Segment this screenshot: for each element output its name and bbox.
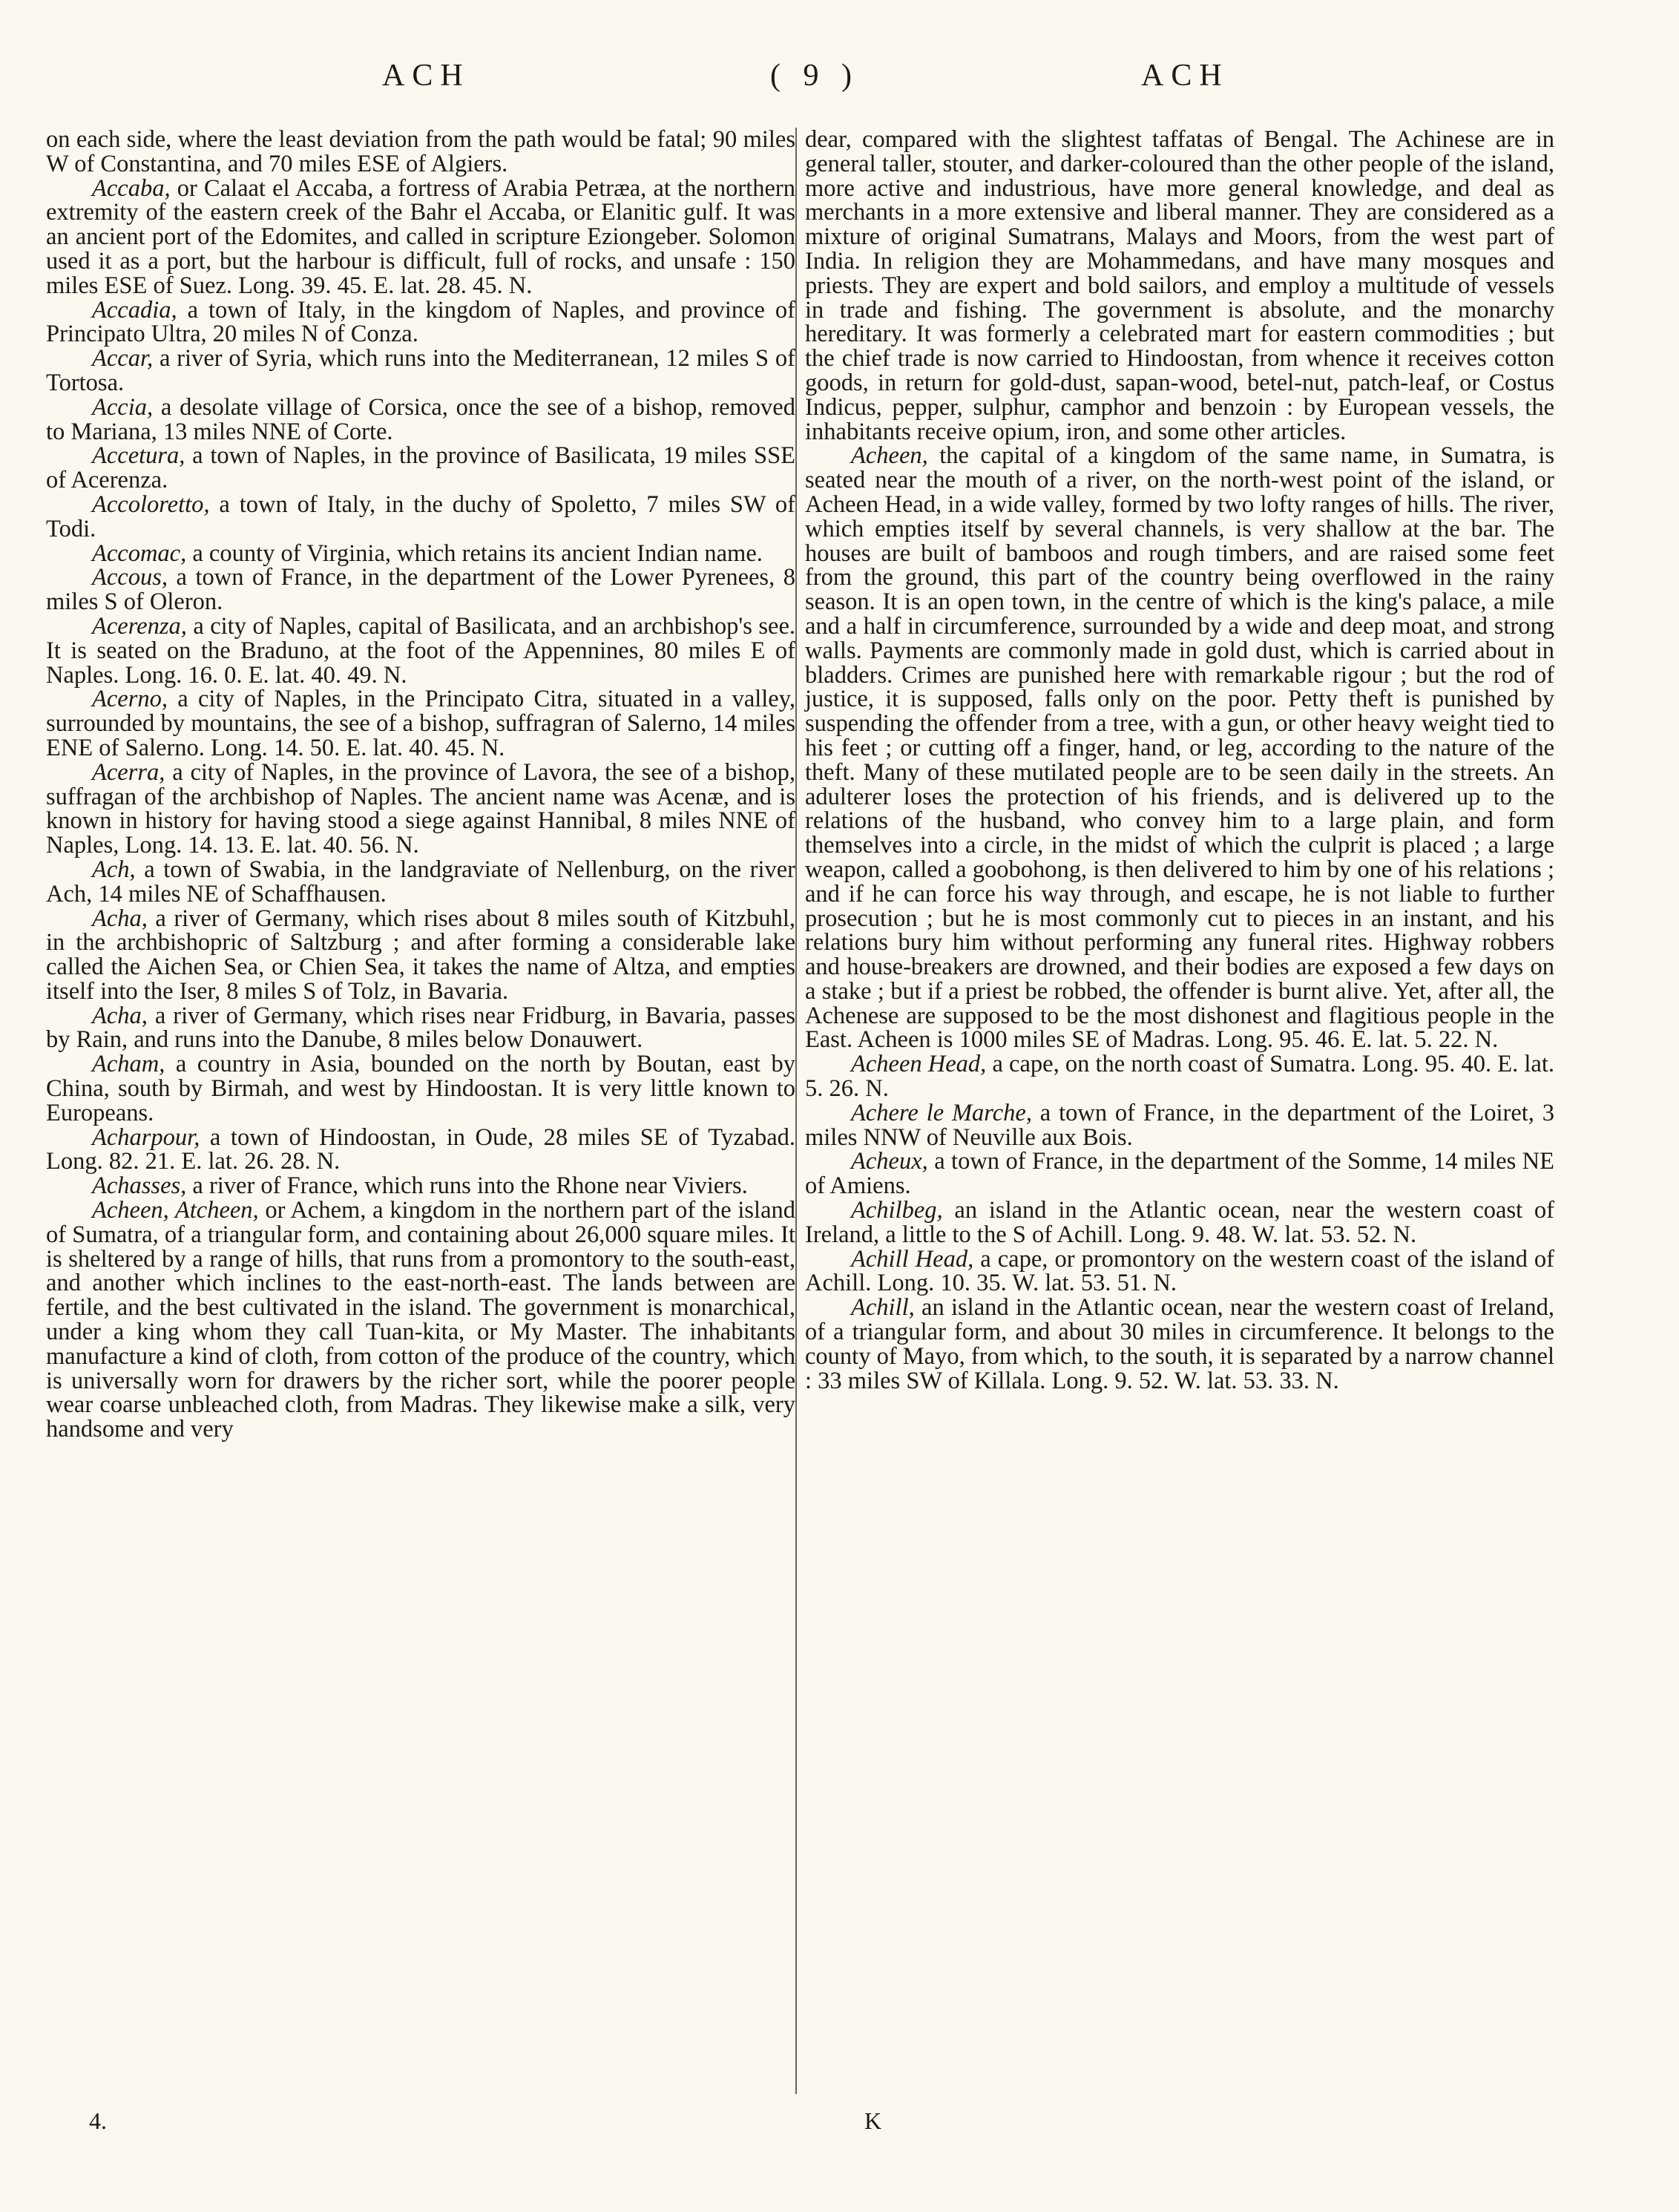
entry-accadia — [46, 298, 795, 347]
entry-headword: Accar, — [92, 345, 154, 373]
entry-headword: Acerenza, — [92, 612, 187, 640]
running-header — [0, 58, 1679, 110]
right-column — [805, 128, 1554, 1393]
entry-acha — [46, 907, 795, 1004]
entry-acerno — [46, 687, 795, 760]
entry-headword: Acheen, Atcheen, — [92, 1197, 259, 1224]
entry-headword: Acerra, — [92, 758, 165, 786]
entry-headword: Achilbeg, — [851, 1197, 943, 1224]
left-signature-mark: 4. — [89, 2107, 107, 2134]
entry-text: a city of Naples, in the Principato Citra, situated in a valley, surrounded by mountains, the see of a bishop, suffragran of Salerno, 14 miles ENE of Salerno. Long. 14. 50. E. lat. 40. 45. N. — [46, 686, 795, 761]
entry-text: on each side, where the least deviation from the path would be fatal; 90 miles W of Constantina, and 70 miles ESE of Algiers. — [46, 126, 795, 177]
entry-headword: Achill Head, — [851, 1245, 974, 1273]
entry-text: a river of Syria, which runs into the Mediterranean, 12 miles S of Tortosa. — [46, 345, 795, 396]
entry-text: a town of Swabia, in the landgraviate of Nellenburg, on the river Ach, 14 miles NE of Schaffhausen. — [46, 856, 795, 908]
entry-text: a town of Italy, in the kingdom of Naples, and province of Principato Ultra, 20 miles N of Conza. — [46, 296, 795, 348]
entry-text: a town of Naples, in the province of Basilicata, 19 miles SSE of Acerenza. — [46, 442, 795, 494]
entry-headword: Acham, — [92, 1051, 165, 1078]
column-divider — [795, 128, 797, 2094]
entry-acheen-head — [805, 1052, 1554, 1101]
page-number: ( 9 ) — [770, 59, 859, 93]
entry-headword: Accetura, — [92, 442, 185, 470]
entry-text: or Achem, a kingdom in the northern part of the island of Sumatra, of a triangular form, and containing about 26,000 square miles. It is sheltered by a range of hills, that runs from a promontory to the south-east, and another which inclines to the east-north-east. The lands between are fertile, and the best cultivated in the island. The government is monarchical, under a king whom they call Tuan-kita, or My Master. The inhabitants manufacture a kind of cloth, from cotton of the produce of the country, which is universally worn for drawers by the richer sort, while the poorer people wear coarse unbleached cloth, from Madras. They likewise make a silk, very handsome and very — [46, 1197, 795, 1443]
entry-text: a town of France, in the department of the Somme, 14 miles NE of Amiens. — [805, 1148, 1554, 1200]
entry-acha-second — [46, 1004, 795, 1053]
entry-accaba — [46, 174, 795, 299]
entry-achere-le-marche — [805, 1101, 1554, 1150]
entry-headword: Ach, — [92, 856, 136, 883]
entry-headword: Acha, — [92, 905, 148, 932]
header-right-catchword: ACH — [1141, 59, 1229, 93]
entry-accetura — [46, 444, 795, 493]
entry-headword: Accomac, — [92, 539, 187, 567]
entry-achill — [805, 1296, 1554, 1393]
entry-acharpour — [46, 1123, 795, 1175]
entry-headword: Accadia, — [92, 296, 177, 324]
entry-text: a town of France, in the department of the Lower Pyrenees, 8 miles S of Oleron. — [46, 564, 795, 616]
entry-continuation — [805, 128, 1554, 444]
entry-acham — [46, 1052, 795, 1125]
entry-headword: Achasses, — [92, 1172, 187, 1200]
entry-text: a country in Asia, bounded on the north by Boutan, east by China, south by Birmah, and west by Hindoostan. It is very little known to Europeans. — [46, 1051, 795, 1126]
entry-text: a river of Germany, which rises near Fridburg, in Bavaria, passes by Rain, and runs into the Danube, 8 miles below Donauwert. — [46, 1002, 795, 1054]
entry-headword: Acheen Head, — [851, 1051, 987, 1078]
entry-headword: Achill, — [851, 1294, 915, 1322]
header-left-catchword: ACH — [382, 59, 470, 93]
entry-text: the capital of a kingdom of the same name, in Sumatra, is seated near the mouth of a river, on the north-west point of the island, or Acheen Head, in a wide valley, formed by two lofty ranges of hills. The river, which empties itself by several channels, is very shallow at the bar. The houses are built of bamboos and rough timbers, and are raised some feet from the ground, this part of the country being overflowed in the rainy season. It is an open town, in the centre of which is the king's palace, a mile and a half in circumference, surrounded by a wide and deep moat, and strong walls. Payments are commonly made in gold dust, which is carried about in bladders. Crimes are punished here with remarkable rigour ; but the rod of justice, it is supposed, falls only on the poor. Petty theft is punished by suspending the offender from a tree, with a gun, or other heavy weight tied to his feet ; or cutting off a finger, hand, or leg, according to the nature of the theft. Many of these mutilated people are to be seen daily in the streets. An adulterer loses the protection of his friends, and is delivered up to the relations of the husband, who convey him to a large plain, and form themselves into a circle, in the midst of which the culprit is placed ; a large weapon, called a goobohong, is then delivered to him by one of his relations ; and if he can force his way through, and escape, he is not liable to further prosecution ; but he is most commonly cut to pieces in an instant, and his relations bury him without performing any funeral rites. Highway robbers and house-breakers are drowned, and their bodies are exposed a few days on a stake ; but if a priest be robbed, the offender is burnt alive. Yet, after all, the Achenese are supposed to be the most dishonest and flagitious people in the East. Acheen is 1000 miles SE of Madras. Long. 95. 46. E. lat. 5. 22. N. — [805, 442, 1554, 1054]
entry-text: an island in the Atlantic ocean, near the western coast of Ireland, of a triangular form, and about 30 miles in circumference. It belongs to the county of Mayo, from which, to the south, it is separated by a narrow channel : 33 miles SW of Killala. Long. 9. 52. W. lat. 53. 33. N. — [805, 1294, 1554, 1394]
entry-headword: Acharpour, — [92, 1123, 200, 1151]
entry-acheen-kingdom — [46, 1198, 795, 1442]
entry-accous — [46, 565, 795, 614]
entry-ach — [46, 858, 795, 907]
entry-accomac — [46, 539, 795, 567]
entry-text: a town of France, in the department of the Loiret, 3 miles NNW of Neuville aux Bois. — [805, 1099, 1554, 1151]
entry-text: a river of Germany, which rises about 8 miles south of Kitzbuhl, in the archbishopric of Saltzburg ; and after forming a considerable lake called the Aichen Sea, or Chien Sea, it takes the name of Altza, and empties itself into the Iser, 8 miles S of Tolz, in Bavaria. — [46, 905, 795, 1005]
entry-text: a cape, or promontory on the western coast of the island of Achill. Long. 10. 35. W. lat. 53. 51. N. — [805, 1245, 1555, 1297]
entry-achill-head — [805, 1247, 1554, 1296]
entry-text: a desolate village of Corsica, once the see of a bishop, removed to Mariana, 13 miles NNE of Corte. — [46, 393, 795, 445]
entry-headword: Accia, — [92, 393, 154, 421]
entry-headword: Acha, — [92, 1002, 148, 1029]
entry-headword: Accaba, — [92, 174, 171, 202]
left-column — [46, 128, 795, 1442]
entry-continuation — [46, 128, 795, 177]
entry-text: a river of France, which runs into the Rhone near Viviers. — [186, 1172, 748, 1200]
entry-text: a city of Naples, capital of Basilicata, and an archbishop's see. It is seated on the Braduno, at the foot of the Appennines, 80 miles E of Naples. Long. 16. 0. E. lat. 40. 49. N. — [46, 612, 795, 689]
entry-text: a cape, on the north coast of Sumatra. Long. 95. 40. E. lat. 5. 26. N. — [805, 1051, 1554, 1103]
entry-achasses — [46, 1174, 795, 1198]
entry-headword: Acerno, — [92, 686, 168, 713]
entry-headword: Acheen, — [851, 442, 928, 470]
right-signature-mark: K — [864, 2107, 882, 2134]
entry-acerenza — [46, 614, 795, 687]
entry-headword: Accous, — [92, 564, 168, 591]
entry-text: an island in the Atlantic ocean, near the western coast of Ireland, a little to the S of Achill. Long. 9. 48. W. lat. 53. 52. N. — [805, 1197, 1554, 1248]
entry-text: dear, compared with the slightest taffatas of Bengal. The Achinese are in general taller, stouter, and darker-coloured than the other people of the island, more active and industrious, have more general knowledge, and deal as merchants in a more extensive and liberal manner. They are considered as a mixture of original Sumatrans, Malays and Moors, from the west part of India. In religion they are Mohammedans, and have many mosques and priests. They are expert and bold sailors, and employ a multitude of vessels in trade and fishing. The government is absolute, and the monarchy hereditary. It was formerly a celebrated mart for eastern commodities ; but the chief trade is now carried to Hindoostan, from whence it receives cotton goods, in return for gold-dust, sapan-wood, betel-nut, patch-leaf, or Costus Indicus, pepper, sulphur, camphor and benzoin : by European vessels, the inhabitants receive opium, iron, and some other articles. — [805, 126, 1554, 445]
entry-text: or Calaat el Accaba, a fortress of Arabia Petræa, at the northern extremity of the eastern creek of the Bahr el Accaba, or Elanitic gulf. It was an ancient port of the Edomites, and called in scripture Eziongeber. Solomon used it as a port, but the harbour is difficult, full of rocks, and unsafe : 150 miles ESE of Suez. Long. 39. 45. E. lat. 28. 45. N. — [46, 174, 795, 299]
entry-text: a town of Hindoostan, in Oude, 28 miles SE of Tyzabad. Long. 82. 21. E. lat. 26. 28. N. — [46, 1123, 795, 1175]
entry-headword: Accoloretto, — [92, 490, 210, 518]
entry-text: a town of Italy, in the duchy of Spoletto, 7 miles SW of Todi. — [46, 490, 795, 542]
entry-text: a city of Naples, in the province of Lavora, the see of a bishop, suffragan of the archbishop of Naples. The ancient name was Acenæ, and is known in history for having stood a siege against Hannibal, 8 miles NNE of Naples, Long. 14. 13. E. lat. 40. 56. N. — [46, 758, 795, 859]
entry-headword: Acheux, — [851, 1148, 928, 1175]
entry-accoloretto — [46, 490, 795, 542]
entry-acheen-capital — [805, 444, 1554, 1052]
entry-acheux — [805, 1149, 1554, 1198]
entry-achilbeg — [805, 1198, 1554, 1247]
entry-accar — [46, 347, 795, 396]
entry-headword: Achere le Marche, — [851, 1099, 1032, 1126]
entry-accia — [46, 393, 795, 445]
entry-text: a county of Virginia, which retains its ancient Indian name. — [186, 539, 763, 567]
entry-acerra — [46, 758, 795, 859]
